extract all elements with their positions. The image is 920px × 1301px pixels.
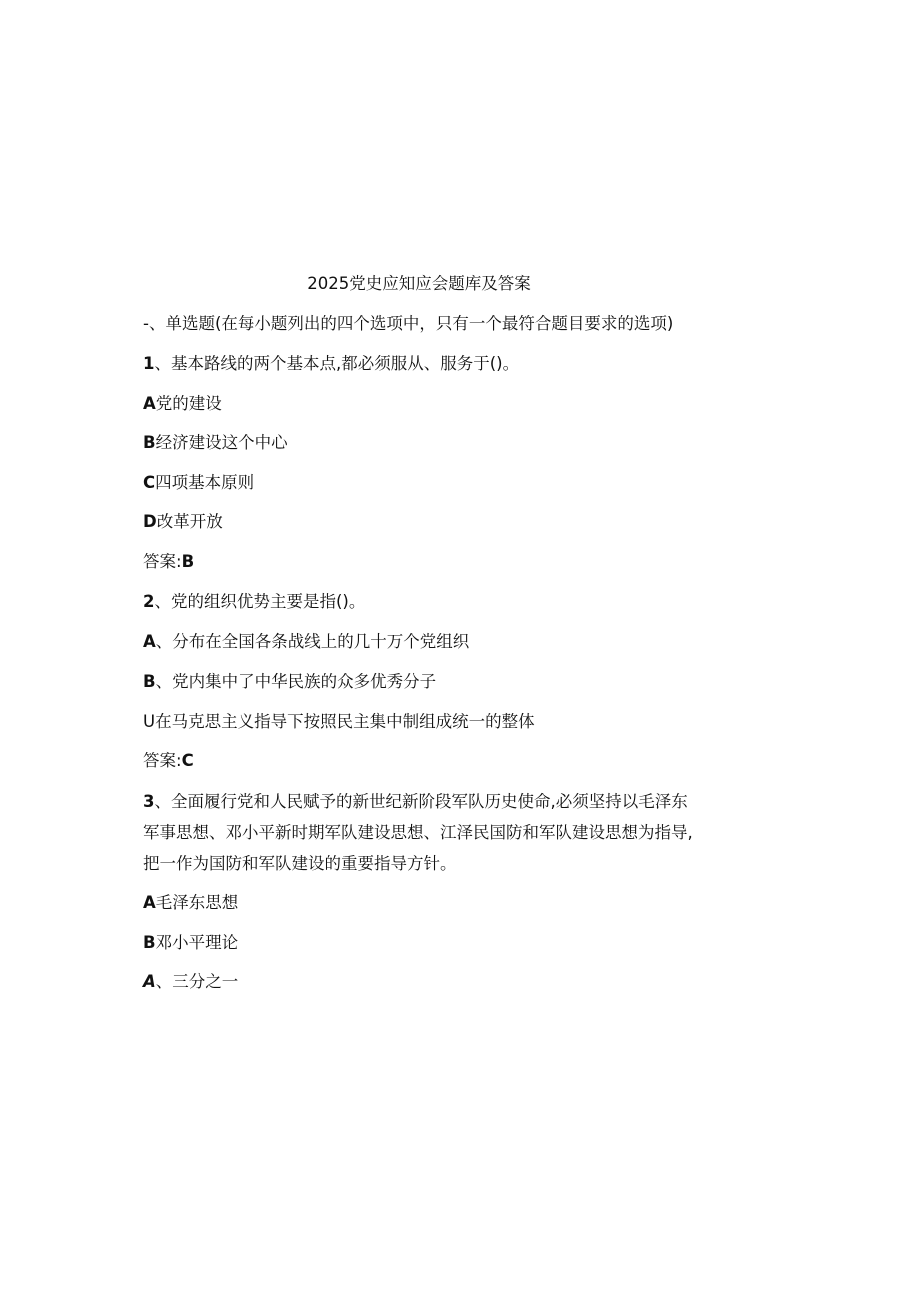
answer-value: B <box>181 552 195 571</box>
answer-2 <box>143 749 194 773</box>
option-letter: D <box>143 512 157 531</box>
option-letter: A <box>143 394 156 413</box>
option-c <box>143 970 238 994</box>
option-letter: B <box>143 933 156 952</box>
answer-label: 答案: <box>143 751 182 770</box>
option-c <box>143 471 254 495</box>
option-text: 、分布在全国各条战线上的几十万个党组织 <box>155 632 470 651</box>
option-d <box>143 510 223 534</box>
option-text: 经济建设这个中心 <box>155 433 288 452</box>
section-heading: -、单选题(在每小题列出的四个选项中，只有一个最符合题目要求的选项) <box>143 314 674 333</box>
option-c <box>143 710 535 734</box>
option-text: 、三分之一 <box>155 972 239 991</box>
option-letter: A <box>143 893 156 912</box>
answer-label: 答案: <box>143 552 182 571</box>
option-letter: B <box>143 433 156 452</box>
option-text: 在马克思主义指导下按照民主集中制组成统一的整体 <box>155 712 535 731</box>
option-a <box>143 891 238 915</box>
question-3 <box>143 786 703 879</box>
option-text: 四项基本原则 <box>155 473 255 492</box>
option-letter: B <box>143 672 156 691</box>
question-text: 、党的组织优势主要是指()。 <box>154 592 366 611</box>
option-a <box>143 392 222 416</box>
option-letter: A <box>143 632 156 651</box>
option-b <box>143 670 436 694</box>
question-text: 、基本路线的两个基本点,都必须服从、服务于()。 <box>154 354 520 373</box>
question-2 <box>143 590 365 614</box>
question-number: 2 <box>143 592 155 611</box>
option-b <box>143 431 288 455</box>
question-number: 3 <box>143 792 155 811</box>
option-letter: U <box>143 712 156 731</box>
option-text: 毛泽东思想 <box>155 893 239 912</box>
document-title: 2025党史应知应会题库及答案 <box>307 274 531 293</box>
option-text: 改革开放 <box>156 512 223 531</box>
option-letter: A <box>143 972 156 991</box>
question-1 <box>143 352 519 376</box>
option-text: 、党内集中了中华民族的众多优秀分子 <box>155 672 437 691</box>
question-number: 1 <box>143 354 155 373</box>
option-text: 邓小平理论 <box>155 933 239 952</box>
option-a <box>143 630 469 654</box>
option-b <box>143 931 238 955</box>
question-text: 、全面履行党和人民赋予的新世纪新阶段军队历史使命,必须坚持以毛泽东军事思想、邓小平新时期军队建设思想、江泽民国防和军队建设思想为指导,把一作为国防和军队建设的重要指导方针。 <box>143 792 693 873</box>
option-letter: C <box>143 473 156 492</box>
answer-value: C <box>181 751 194 770</box>
answer-1 <box>143 550 194 574</box>
option-text: 党的建设 <box>155 394 222 413</box>
